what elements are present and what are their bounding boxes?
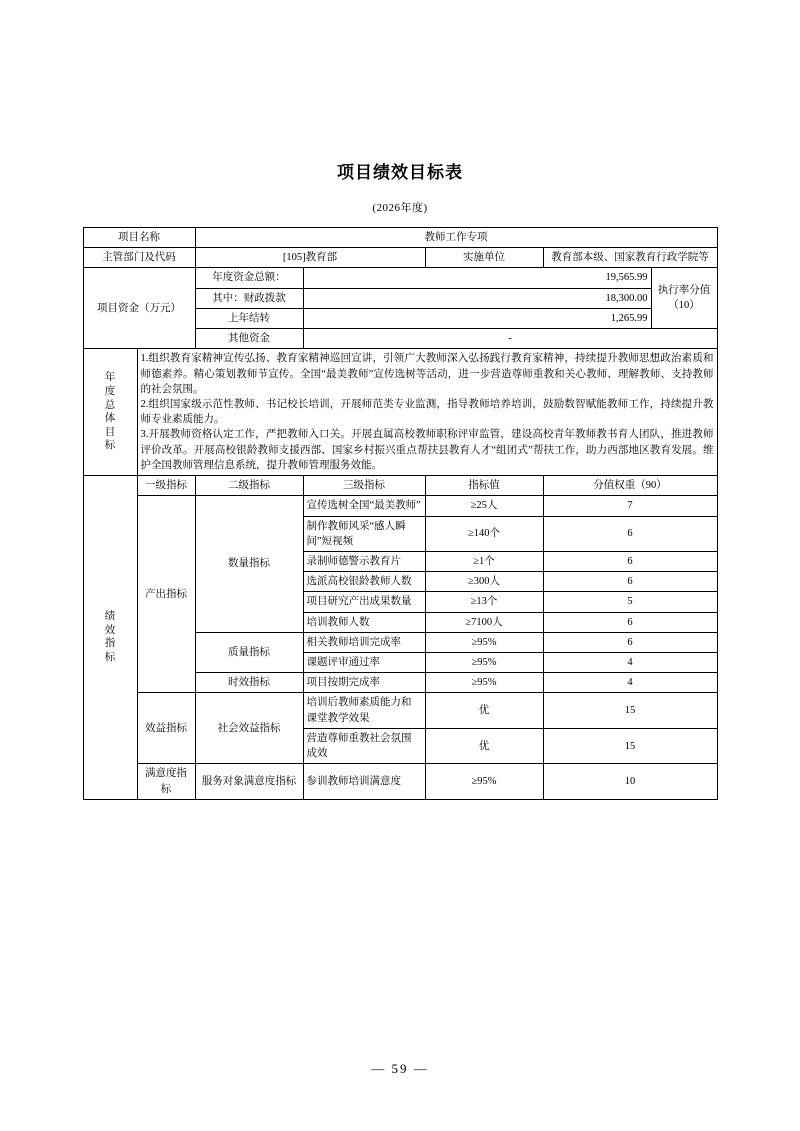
perf-col-level2: 二级指标 — [195, 476, 303, 496]
perf-weight-0-1-0: 6 — [543, 632, 717, 652]
exec-rate-label: 执行率分值（10） — [651, 268, 717, 329]
unit-value: 教育部本级、国家教育行政学院等 — [543, 248, 717, 268]
perf-weight-0-1-1: 4 — [543, 653, 717, 673]
page-title: 项目绩效目标表 — [337, 163, 463, 182]
department-value: [105]教育部 — [195, 248, 425, 268]
perf-weight-0-0-1: 6 — [543, 516, 717, 551]
perf-col-value: 指标值 — [425, 476, 543, 496]
project-name-value: 教师工作专项 — [195, 228, 717, 248]
perf-level1-1: 效益指标 — [137, 693, 195, 764]
annual-goal-text — [137, 349, 717, 476]
table-row-fund-total — [83, 268, 717, 288]
perf-weight-0-0-0: 7 — [543, 496, 717, 516]
perf-level3-1-0-1: 营造尊师重教社会氛围成效 — [303, 728, 425, 763]
perf-level3-1-0-0: 培训后教师素质能力和课堂教学效果 — [303, 693, 425, 728]
perf-value-0-0-5: ≥7100人 — [425, 612, 543, 632]
page-number: — 59 — — [371, 1061, 429, 1076]
perf-level2-0-0: 数量指标 — [195, 496, 303, 633]
perf-level1-2: 满意度指标 — [137, 764, 195, 799]
perf-level2-2-0: 服务对象满意度指标 — [195, 764, 303, 799]
fund-name-0: 年度资金总额： — [195, 268, 303, 288]
annual-goal-paragraph-2: 2.组织国家级示范性教师、书记校长培训，开展师范类专业监测，指导教师培养培训，鼓励数智赋能教师工作，持续提升教师专业素质能力。 — [140, 398, 714, 426]
perf-level3-2-0-0: 参训教师培训满意度 — [303, 764, 425, 799]
perf-value-1-0-1: 优 — [425, 728, 543, 763]
perf-level3-0-0-0: 宣传选树全国“最美教师” — [303, 496, 425, 516]
table-row — [83, 496, 717, 516]
perf-value-2-0-0: ≥95% — [425, 764, 543, 799]
project-name-label: 项目名称 — [83, 228, 195, 248]
perf-value-0-0-0: ≥25人 — [425, 496, 543, 516]
perf-level1-0: 产出指标 — [137, 496, 195, 693]
perf-weight-0-0-3: 6 — [543, 572, 717, 592]
perf-value-0-0-3: ≥300人 — [425, 572, 543, 592]
perf-weight-0-0-4: 5 — [543, 592, 717, 612]
perf-level3-0-2-0: 项目按期完成率 — [303, 673, 425, 693]
table-row-project-name — [83, 228, 717, 248]
table-row — [83, 693, 717, 728]
department-label: 主管部门及代码 — [83, 248, 195, 268]
funds-label: 项目资金（万元） — [83, 268, 195, 349]
fund-name-1: 其中：财政拨款 — [195, 288, 303, 308]
perf-value-0-0-4: ≥13个 — [425, 592, 543, 612]
perf-level2-0-2: 时效指标 — [195, 673, 303, 693]
annual-goal-label: 年 度 总 体 目 标 — [83, 349, 137, 476]
perf-level3-0-0-4: 项目研究产出成果数量 — [303, 592, 425, 612]
perf-col-weight: 分值权重（90） — [543, 476, 717, 496]
perf-weight-1-0-1: 15 — [543, 728, 717, 763]
fund-value-1: 18,300.00 — [303, 288, 651, 308]
perf-value-0-0-2: ≥1个 — [425, 551, 543, 571]
fund-name-2: 上年结转 — [195, 308, 303, 328]
perf-row-label: 绩 效 指 标 — [83, 476, 137, 800]
perf-level3-0-1-1: 课题评审通过率 — [303, 653, 425, 673]
perf-level2-1-0: 社会效益指标 — [195, 693, 303, 764]
fund-value-2: 1,265.99 — [303, 308, 651, 328]
fund-name-3: 其他资金 — [195, 329, 303, 349]
perf-col-level3: 三级指标 — [303, 476, 425, 496]
perf-level3-0-1-0: 相关教师培训完成率 — [303, 632, 425, 652]
performance-target-table — [83, 227, 718, 800]
perf-value-1-0-0: 优 — [425, 693, 543, 728]
table-row-annual-goal — [83, 349, 717, 476]
perf-level3-0-0-1: 制作教师风采“感人瞬间”短视频 — [303, 516, 425, 551]
table-row-perf-header — [83, 476, 717, 496]
fund-value-0: 19,565.99 — [303, 268, 651, 288]
perf-weight-0-0-2: 6 — [543, 551, 717, 571]
perf-level3-0-0-5: 培训教师人数 — [303, 612, 425, 632]
perf-value-0-2-0: ≥95% — [425, 673, 543, 693]
unit-label: 实施单位 — [425, 248, 543, 268]
perf-weight-0-2-0: 4 — [543, 673, 717, 693]
perf-value-0-1-1: ≥95% — [425, 653, 543, 673]
table-row — [83, 764, 717, 799]
perf-value-0-0-1: ≥140个 — [425, 516, 543, 551]
perf-weight-1-0-0: 15 — [543, 693, 717, 728]
perf-col-level1: 一级指标 — [137, 476, 195, 496]
table-row-department — [83, 248, 717, 268]
fund-value-3: - — [303, 329, 717, 349]
perf-weight-0-0-5: 6 — [543, 612, 717, 632]
perf-level3-0-0-3: 选派高校银龄教师人数 — [303, 572, 425, 592]
annual-goal-paragraph-1: 1.组织教育家精神宣传弘扬、教育家精神巡回宣讲，引领广大教师深入弘扬践行教育家精神，持续提升教师思想政治素质和师德素养。精心策划教师节宣传。全国“最美教师”宣传选树等活动，进一步营造尊师重教和关心教师、理解教师、支持教师的社会氛围。 — [140, 353, 714, 395]
perf-level3-0-0-2: 录制师德警示教育片 — [303, 551, 425, 571]
page-subtitle: (2026年度) — [372, 202, 428, 214]
perf-value-0-1-0: ≥95% — [425, 632, 543, 652]
annual-goal-paragraph-3: 3.开展教师资格认定工作，严把教师入口关。开展直属高校教师职称评审监管，建设高校青年教师教书育人团队，推进教师评价改革。开展高校银龄教师支援西部、国家乡村振兴重点帮扶县教育人才“组团式”帮扶工作，助力西部地区教育发展。维护全国教师管理信息系统，提升教师管理服务效能。 — [140, 429, 714, 471]
perf-weight-2-0-0: 10 — [543, 764, 717, 799]
perf-level2-0-1: 质量指标 — [195, 632, 303, 672]
